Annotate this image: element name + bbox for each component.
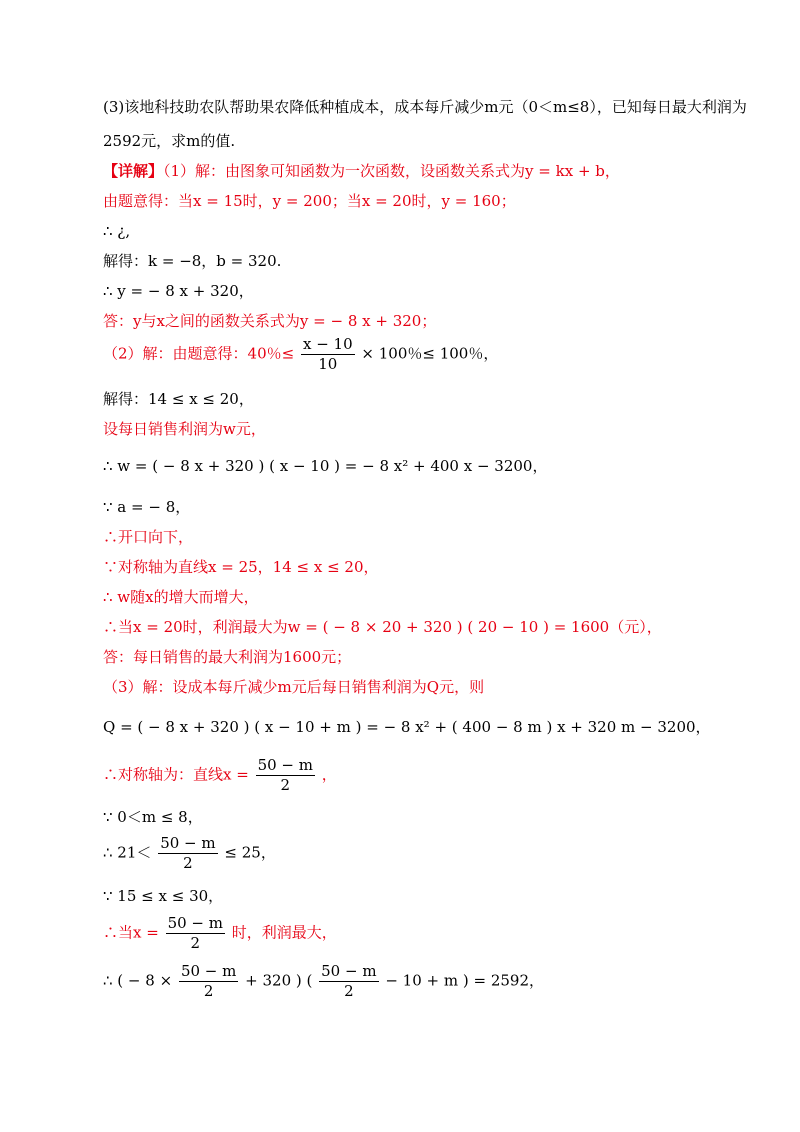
part2-solve: 解得：14 ≤ x ≤ 20， [103, 390, 254, 408]
part2-head-line [103, 335, 498, 374]
fraction-50-minus-m [179, 962, 238, 1001]
part2-tail: × 100％≤ 100％， [361, 344, 499, 363]
fraction-50-minus-m [319, 962, 378, 1001]
fraction-50-minus-m [158, 834, 217, 873]
part2-intro: （2）解：由题意得：40％≤ [103, 344, 295, 363]
fraction-num: 50 − m [167, 914, 223, 932]
fraction-den: 2 [280, 776, 291, 794]
part3-axis-line [103, 756, 337, 795]
fraction-50-minus-m [166, 914, 225, 953]
part2-fraction [301, 335, 355, 374]
part1-intro: （1）解：由图象可知函数为一次函数，设函数关系式为y = kx + b， [163, 162, 620, 180]
problem-3-line-1: (3)该地科技助农队帮助果农降低种植成本，成本每斤减少m元（0＜m≤8），已知每日最大利润为 [103, 98, 747, 116]
fraction-den: 2 [203, 982, 214, 1000]
part2-w-expression: ∴ w = ( − 8 x + 320 ) ( x − 10 ) = − 8 x² + 400 x − 3200， [103, 457, 548, 475]
fraction-num: 50 − m [160, 834, 216, 852]
part2-fraction-num: x − 10 [302, 335, 353, 353]
part1-conditions: 由题意得：当x = 15时，y = 200；当x = 20时，y = 160； [103, 192, 516, 210]
part3-eq-mid: + 320 ) ( [245, 971, 313, 990]
fraction-den: 2 [190, 934, 201, 952]
solution-part1-head [103, 160, 620, 182]
part3-eq-pre: ∴ ( − 8 × [103, 971, 173, 990]
fraction-num: 50 − m [180, 962, 237, 980]
part3-inequality-line [103, 834, 276, 873]
part3-axis-pre: ∴对称轴为：直线x = [103, 765, 249, 784]
part3-m-range: ∵ 0＜m ≤ 8， [103, 808, 203, 826]
part2-axis: ∵对称轴为直线x = 25，14 ≤ x ≤ 20， [103, 558, 379, 576]
part3-final-equation [103, 962, 544, 1001]
fraction-50-minus-m [256, 756, 315, 795]
part3-when-post: 时，利润最大， [231, 923, 337, 942]
part1-solve: 解得：k = −8，b = 320. [103, 252, 282, 270]
part2-a-value: ∵ a = − 8， [103, 498, 191, 516]
fraction-num: 50 − m [257, 756, 313, 774]
part2-increasing: ∴ w随x的增大而增大， [103, 588, 259, 606]
part1-answer: 答：y与x之间的函数关系式为y = − 8 x + 320； [103, 312, 437, 330]
problem-3-line-2: 2592元，求m的值. [103, 132, 236, 150]
part3-head: （3）解：设成本每斤减少m元后每日销售利润为Q元，则 [103, 678, 485, 696]
part1-system: ∴ ¿, [103, 222, 131, 240]
fraction-num: 50 − m [321, 962, 377, 980]
fraction-den: 2 [344, 982, 354, 1000]
part2-answer: 答：每日销售的最大利润为1600元； [103, 648, 352, 666]
part3-ineq-pre: ∴ 21＜ [103, 843, 152, 862]
part2-max: ∴当x = 20时，利润最大为w = ( − 8 × 20 + 320 ) ( 20 − 10 ) = 1600（元）， [103, 618, 662, 636]
part2-open-down: ∴开口向下， [103, 528, 194, 546]
part3-when-line [103, 914, 337, 953]
part3-eq-post: − 10 + m ) = 2592， [385, 971, 544, 990]
fraction-den: 2 [183, 854, 193, 872]
part3-x-range: ∵ 15 ≤ x ≤ 30， [103, 887, 224, 905]
part3-axis-post: ， [321, 765, 337, 784]
part2-let: 设每日销售利润为w元， [103, 420, 266, 438]
part3-when-pre: ∴当x = [103, 923, 159, 942]
part3-Q-expression: Q = ( − 8 x + 320 ) ( x − 10 + m ) = − 8 x² + ( 400 − 8 m ) x + 320 m − 3200， [103, 718, 711, 736]
part3-ineq-post: ≤ 25， [224, 843, 276, 862]
detail-tag: 【详解】 [103, 162, 164, 180]
part1-result: ∴ y = − 8 x + 320， [103, 282, 254, 300]
part2-fraction-den: 10 [318, 355, 338, 373]
